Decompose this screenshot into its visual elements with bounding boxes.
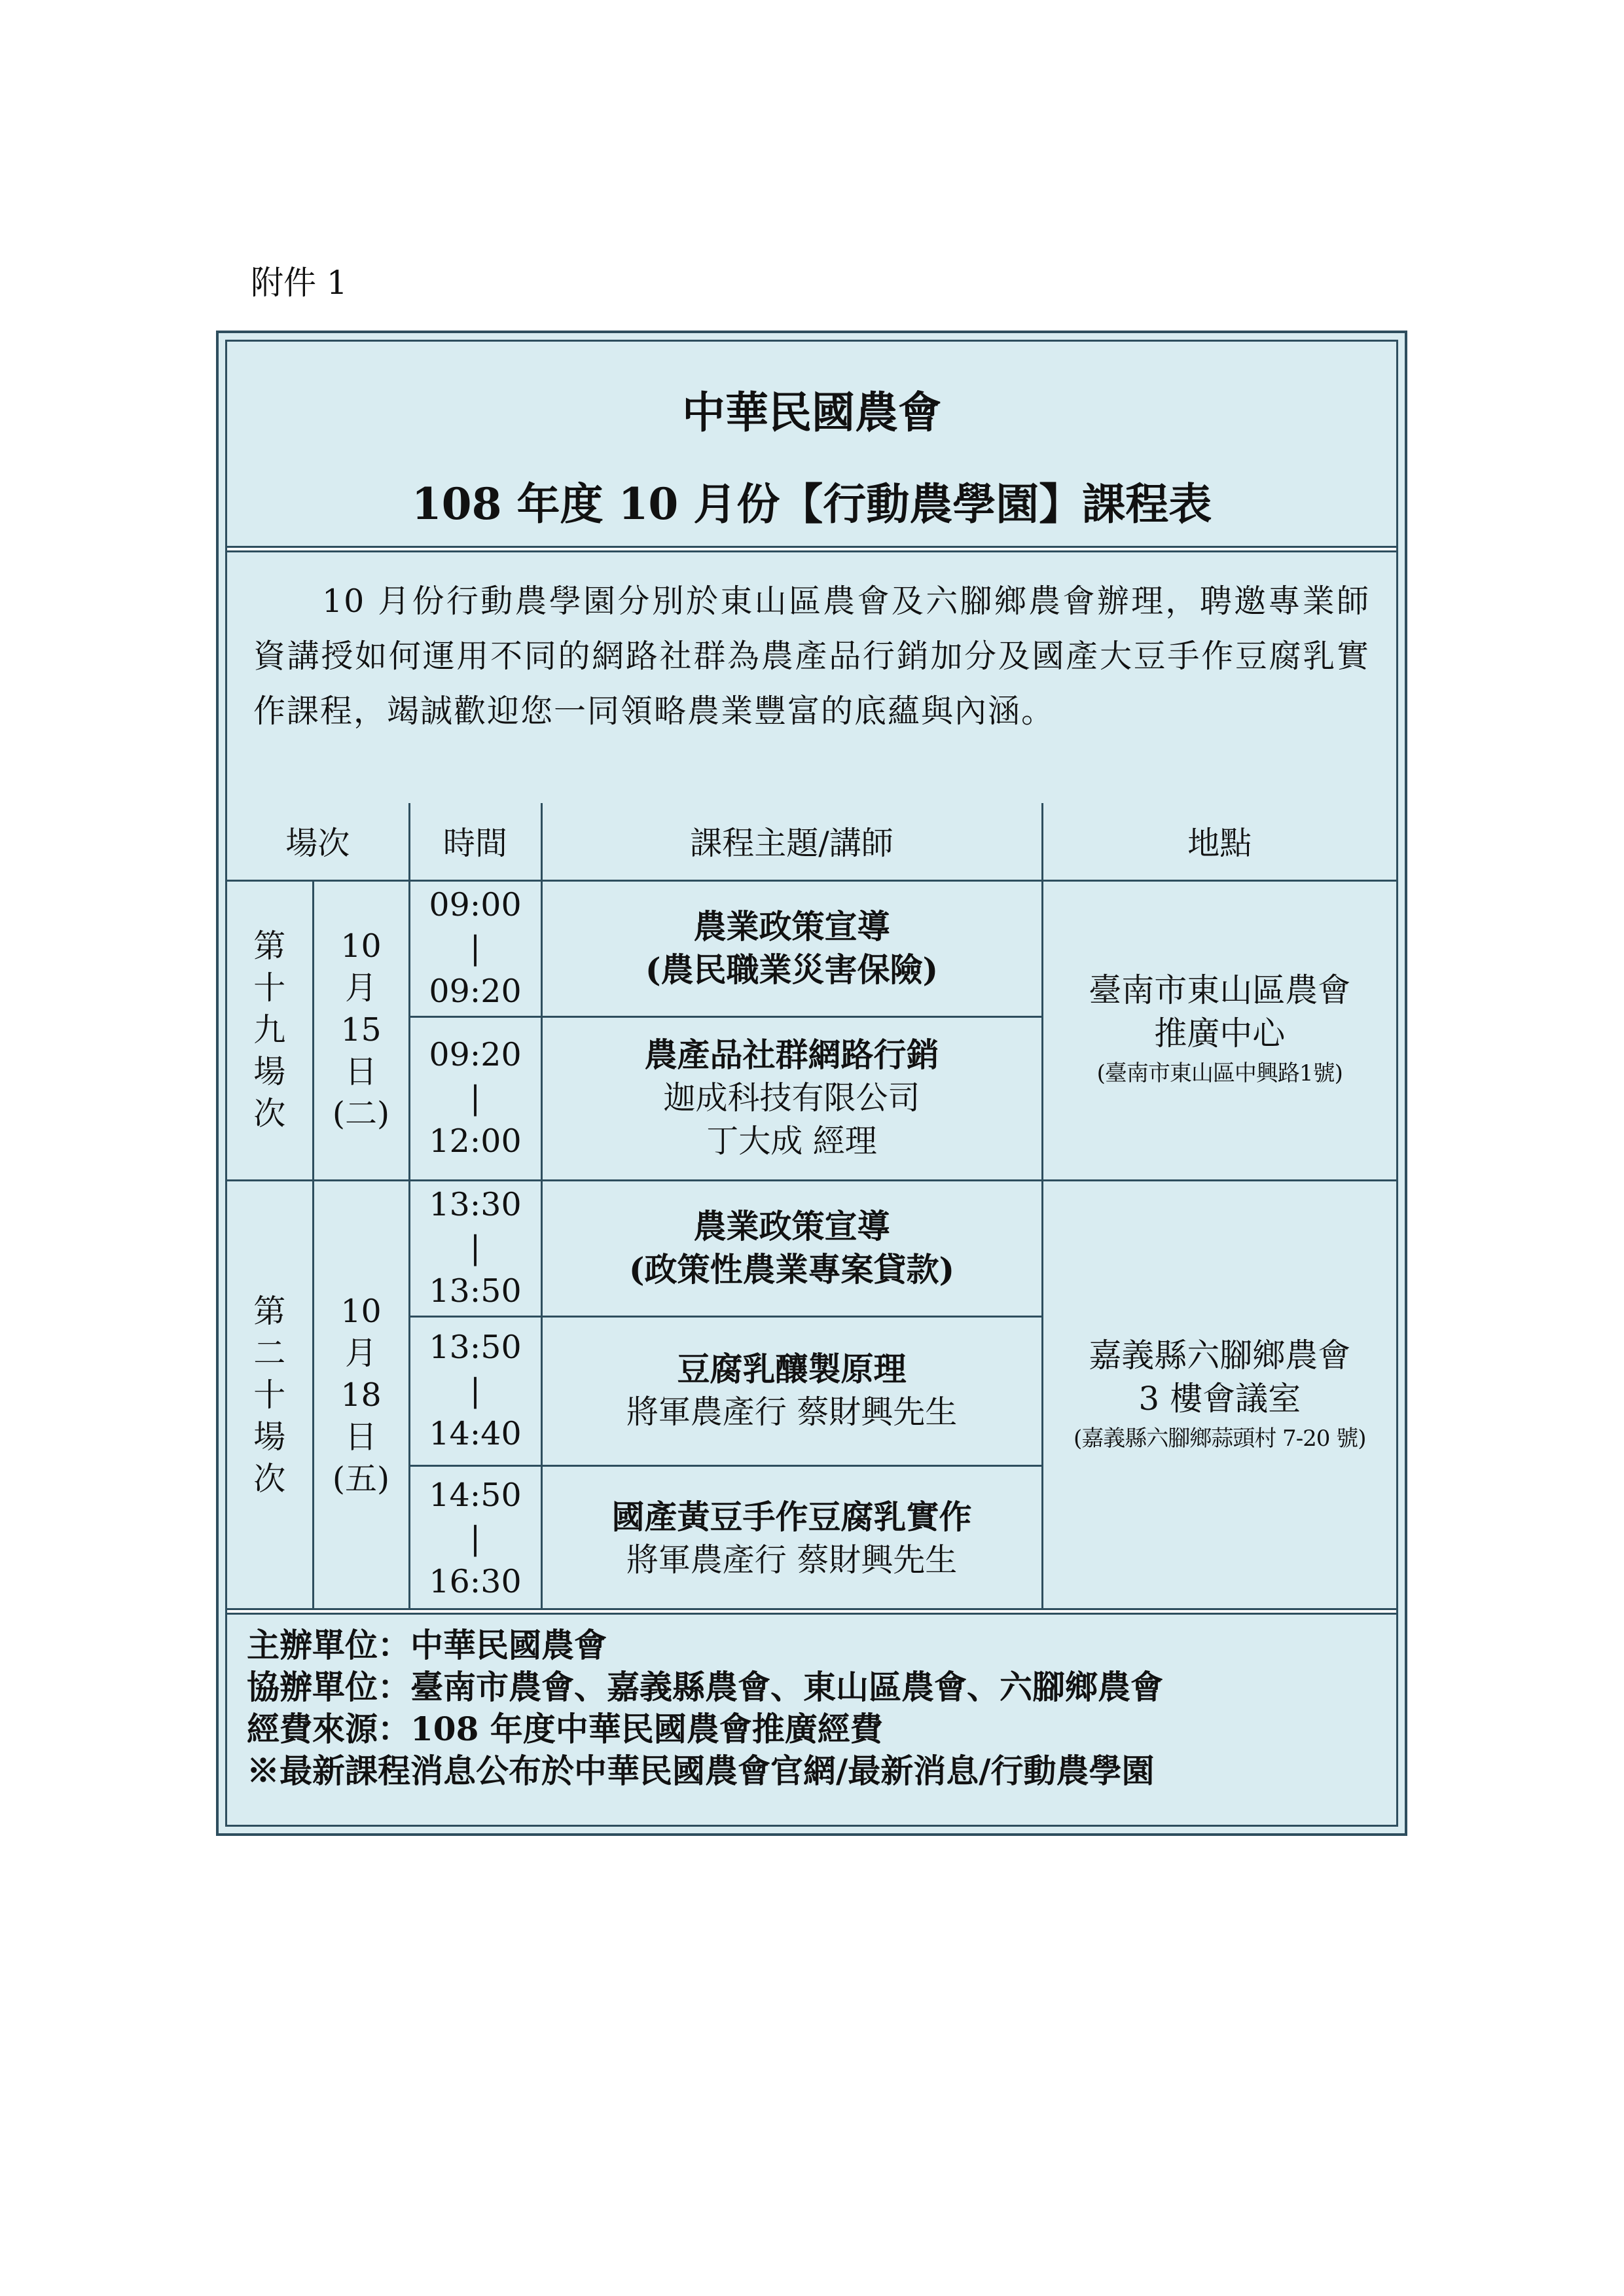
footer-divider	[227, 1608, 1396, 1615]
topic-cell: 農業政策宣導 (農民職業災害保險)	[541, 880, 1042, 1016]
attachment-label: 附件 1	[251, 264, 348, 302]
header-venue: 地點	[1042, 803, 1396, 880]
footer-co-organizer: 協辦單位：臺南市農會、嘉義縣農會、東山區農會、六腳鄉農會	[247, 1668, 1163, 1706]
course-title: 108 年度 10 月份【行動農學園】課程表	[411, 478, 1212, 529]
venue-cell: 臺南市東山區農會 推廣中心 (臺南市東山區中興路1號)	[1042, 880, 1396, 1180]
header-time: 時間	[409, 803, 541, 880]
table-header-row	[227, 803, 1396, 880]
header-topic: 課程主題/講師	[541, 803, 1042, 880]
schedule-table	[227, 803, 1396, 1612]
session-date: 10 月 18 日 (五)	[313, 1180, 409, 1611]
topic-cell: 農業政策宣導 (政策性農業專案貸款)	[541, 1180, 1042, 1316]
topic-cell: 豆腐乳釀製原理 將軍農產行 蔡財興先生	[541, 1316, 1042, 1465]
footer-organizer: 主辦單位：中華民國農會	[247, 1626, 607, 1664]
session-name: 第 十 九 場 次	[227, 880, 313, 1180]
footer-note: ※最新課程消息公布於中華民國農會官網/最新消息/行動農學園	[247, 1751, 1155, 1790]
topic-cell: 農產品社群網路行銷 迦成科技有限公司 丁大成 經理	[541, 1016, 1042, 1180]
venue-cell: 嘉義縣六腳鄉農會 3 樓會議室 (嘉義縣六腳鄉蒜頭村 7-20 號)	[1042, 1180, 1396, 1611]
time-cell: 14:50 | 16:30	[409, 1465, 541, 1611]
footer-block	[247, 1624, 1163, 1792]
time-cell: 09:00 | 09:20	[409, 880, 541, 1016]
time-cell: 13:50 | 14:40	[409, 1316, 541, 1465]
session-date: 10 月 15 日 (二)	[313, 880, 409, 1180]
table-row	[227, 1180, 1396, 1316]
session-name: 第 二 十 場 次	[227, 1180, 313, 1611]
intro-paragraph: 10 月份行動農學園分別於東山區農會及六腳鄉農會辦理，聘邀專業師資講授如何運用不同的網路社群為農產品行銷加分及國產大豆手作豆腐乳實作課程，竭誠歡迎您一同領略農業豐富的底蘊與內涵。	[253, 583, 1370, 730]
schedule-inner	[225, 340, 1398, 1827]
header-session: 場次	[227, 803, 409, 880]
topic-cell: 國產黃豆手作豆腐乳實作 將軍農產行 蔡財興先生	[541, 1465, 1042, 1611]
table-row	[227, 880, 1396, 1016]
footer-funding: 經費來源：108 年度中華民國農會推廣經費	[247, 1710, 883, 1748]
schedule-frame	[216, 331, 1407, 1836]
org-title: 中華民國農會	[682, 387, 941, 438]
time-cell: 13:30 | 13:50	[409, 1180, 541, 1316]
title-divider	[227, 546, 1396, 552]
time-cell: 09:20 | 12:00	[409, 1016, 541, 1180]
